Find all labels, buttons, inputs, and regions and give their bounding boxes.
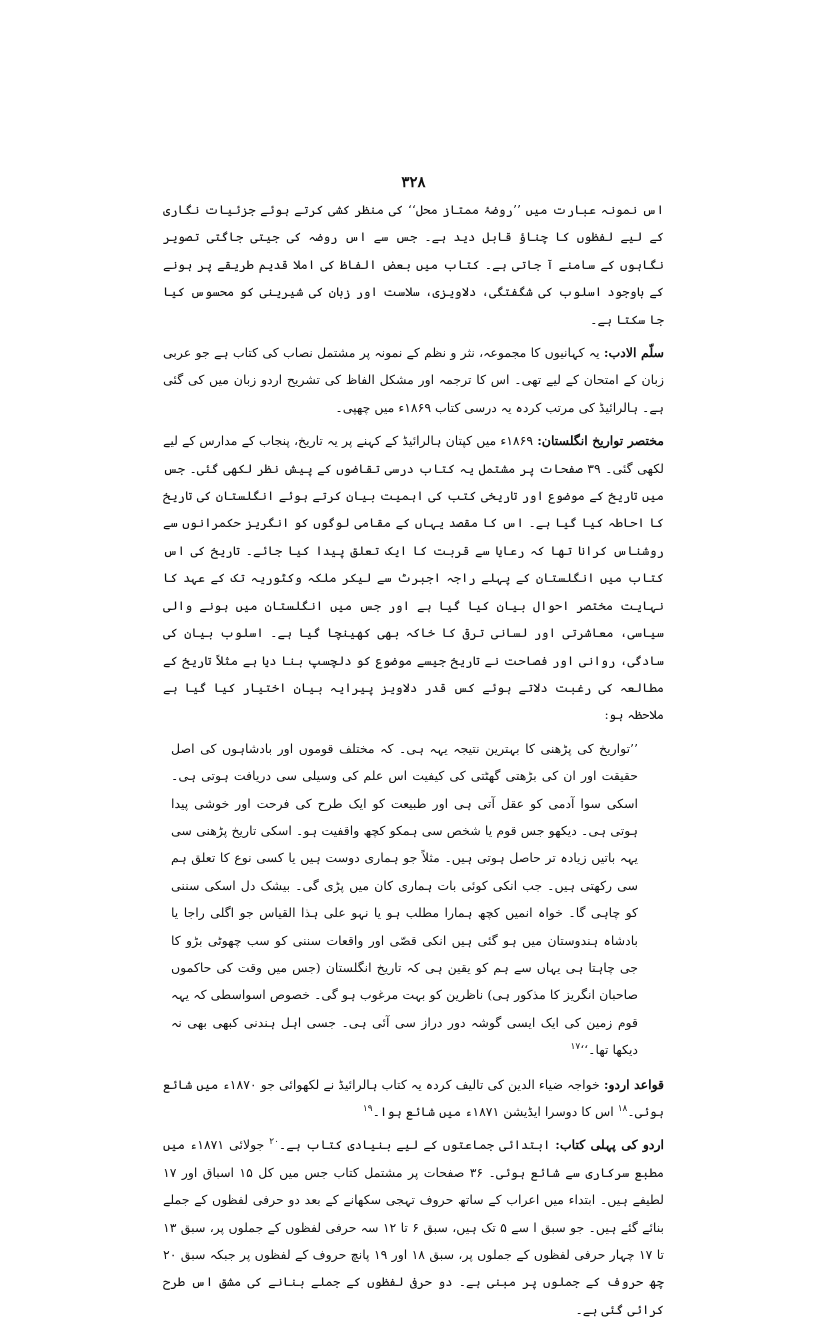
paragraph-text: جولائی ۱۸۷۱ء میں مطبع سرکاری سے شائع ہوئی۔ ۳۶ صفحات پر مشتمل کتاب جس میں کل ۱۵ اسباق اور ۱۷ لطیفے ہیں۔ ابتداء میں اعراب کے ساتھ حروف تہجی سکھانے کے بعد دو حرفی لفظوں کے جملے بنائے گئے ہیں۔ جو سبق ا سے ۵ تک ہیں، سبق ۶ تا ۱۲ سہ حرفی لفظوں کے جملوں پر، سبق ۱۳ تا ۱۷ چہار حرفی لفظوں کے جملوں پر، سبق ۱۸ اور ۱۹ پانچ حروف کے لفظوں پر جبکہ سبق ۲۰ چھ حروف کے جملوں پر مبنی ہے۔ دو حرفی لفظوں کے جملے بنانے کی مشق اس طرح کرائی گئی ہے۔	[163, 1137, 665, 1317]
footnote-ref: ۱۹	[362, 1103, 373, 1114]
paragraph-tawarikh-inglistan	[163, 427, 664, 728]
page-number: ۳۲۸	[401, 173, 426, 191]
paragraph-text: خواجہ ضیاء الدین کی تالیف کردہ یہ کتاب ہالرائیڈ نے لکھوائی جو ۱۸۷۰ء میں شائع ہوئی۔	[163, 1076, 664, 1119]
paragraph-intro	[163, 196, 664, 333]
paragraph-text: یہ کہانیوں کا مجموعہ، نثر و نظم کے نمونہ پر مشتمل نصاب کی کتاب ہے جو عربی زبان کے امتحان کے لیے تھی۔ اس کا ترجمہ اور مشکل الفاظ کی تشریح اردو زبان میں کی گئی ہے۔ ہالرائیڈ کی مرتب کردہ یہ درسی کتاب ۱۸۶۹ء میں چھپی۔	[163, 345, 664, 415]
paragraph-text: ابتدائی جماعتوں کے لیے بنیادی کتاب ہے۔	[278, 1137, 556, 1153]
body-text	[163, 196, 664, 1329]
paragraph-sullam-ul-adab	[163, 339, 664, 421]
paragraph-text: ۱۸۶۹ء میں کپتان ہالرائیڈ کے کہنے پر یہ تاریخ، پنجاب کے مدارس کے لیے لکھی گئی۔ ۳۹ صفحات پر مشتمل یہ کتاب درسی تقاضوں کے پیش نظر لکھی گئی۔ جس میں تاریخ کے موضوع اور تاریخی کتب کی اہمیت بیان کرتے ہوئے انگلستان کی تاریخ کا احاطہ کیا گیا ہے۔ اس کا مقصد یہاں کے مقامی لوگوں کو انگریز حکمرانوں سے روشناس کرانا تھا کہ رعایا سے قربت کا ایک تعلق پیدا کیا جائے۔ تاریخ کی اس کتاب میں انگلستان کے پہلے راجہ اجبرٹ سے لیکر ملکہ وکٹوریہ تک کے عہد کا نہایت مختصر احوال بیان کیا گیا ہے اور جس میں انگلستان میں ہونے والی سیاسی، معاشرتی اور لسانی ترقی کا خاکہ بھی کھینچا گیا ہے۔ اسلوب بیان کی سادگی، روانی اور فصاحت نے تاریخ جیسے موضوع کو دلچسپ بنا دیا ہے مثلاً تاریخ کے مطالعہ کی رغبت دلاتے ہوئے کس قدر دلاویز پیرایہ بیان اختیار کیا گیا ہے ملاحظہ ہو:	[163, 433, 664, 723]
block-quote	[171, 735, 638, 1064]
section-heading: اردو کی پہلی کتاب:	[555, 1137, 665, 1153]
footnote-ref: ۱۷	[570, 1042, 581, 1053]
paragraph-text: اس کا دوسرا ایڈیشن ۱۸۷۱ء میں شائع ہوا۔	[372, 1104, 618, 1119]
section-heading: قواعد اردو:	[603, 1076, 664, 1092]
section-heading: سلّم الادب:	[603, 345, 664, 361]
footnote-ref: ۲۰	[269, 1137, 279, 1148]
section-heading: مختصر تواریخ انگلستان:	[537, 433, 664, 449]
paragraph-qawaid-urdu	[163, 1071, 664, 1126]
quote-text: ’’تواریخ کی پڑھنی کا بہترین نتیجہ یہہ ہی۔ کہ مختلف قوموں اور بادشاہوں کی اصل حقیقت اور ان کی بڑھتی گھٹتی کی کیفیت اس علم کی وسیلی سی دریافت ہوتی ہی۔ اسکی سوا آدمی کو عقل آتی ہی اور طبیعت کو ایک طرح کی فرحت اور خوشی پیدا ہوتی ہی۔ دیکھو جس قوم یا شخص سی ہمکو کچھ واقفیت ہو۔ اسکی تاریخ پڑھنی سی یہہ باتیں زیادہ تر حاصل ہوتی ہیں۔ مثلاً جو ہماری دوست ہیں یا کسی نوع کا تعلق ہم سی رکھتی ہیں۔ جب انکی کوئی بات ہماری کان میں پڑی گی۔ بیشک دل اسکی سننی کو چاہی گا۔ خواہ انمیں کچھ ہمارا مطلب ہو یا نہو علی ہذا القیاس جو اگلی راجا یا بادشاہ ہندوستان میں ہو گئی ہیں انکی قصّی اور واقعات سننی کو سب چھوٹی بڑو کا جی چاہتا ہی یہاں سے ہم کو یقین ہی کہ تاریخ انگلستان (جس میں وقت کی حاکموں صاحبان انگریز کا مذکور ہی) ناظرین کو بہت مرغوب ہو گی۔ خصوص اسواسطی کہ یہہ قوم زمین کی ایک ایسی گوشہ دور دراز سی آئی ہی۔ جسی اہل ہندنی کبھی بھی نہ دیکھا تھا۔‘‘	[171, 740, 638, 1058]
paragraph-text: اس نمونہ عبارت میں ’’روضۂ ممتاز محل‘‘ کی منظر کشی کرتے ہوئے جزئیات نگاری کے لیے لفظوں کا چناؤ قابل دید ہے۔ جس سے اس روضہ کی جیتی جاگتی تصویر نگاہوں کے سامنے آ جاتی ہے۔ کتاب میں بعض الفاظ کی املا قدیم طریقے پر ہونے کے باوجود اسلوب کی شگفتگی، دلاویزی، سلاست اور زبان کی شیرینی کو محسوس کیا جا سکتا ہے۔	[163, 202, 664, 327]
paragraph-urdu-ki-pehli-kitab	[163, 1131, 664, 1323]
footnote-ref: ۱۸	[617, 1103, 628, 1114]
